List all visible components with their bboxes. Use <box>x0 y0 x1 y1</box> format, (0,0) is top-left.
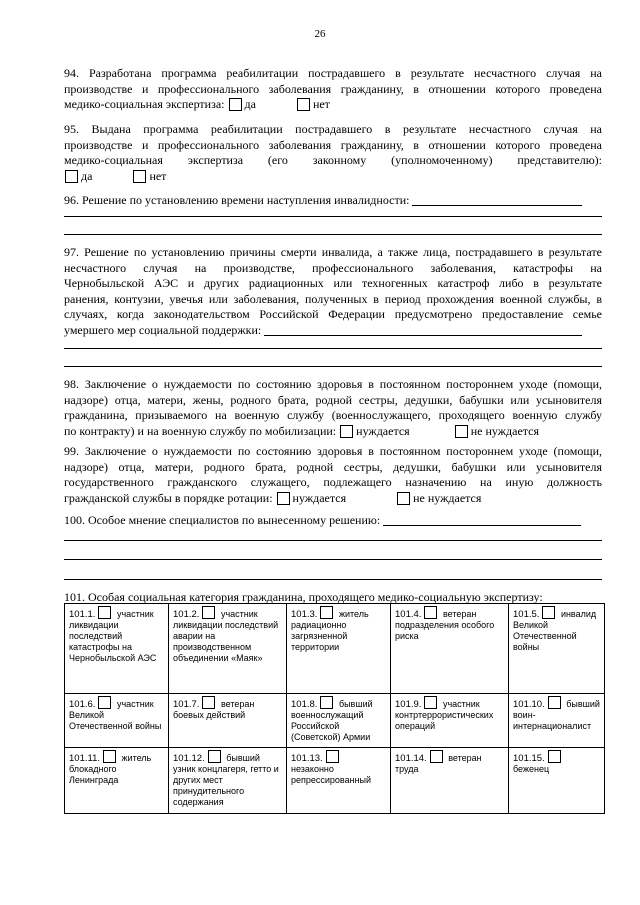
q98-line1: 98. Заключение о нуждаемости по состоянию здоровья в постоянном постороннем уходе (помощи, <box>64 377 602 391</box>
q94-yes-checkbox[interactable] <box>229 98 242 111</box>
q94-block <box>64 66 602 113</box>
q100-line3[interactable] <box>64 559 602 560</box>
q94-line1: 94. Разработана программа реабилитации пострадавшего в результате несчастного случая на <box>64 66 602 80</box>
q94-no-checkbox[interactable] <box>297 98 310 111</box>
category-label: бывший военнослужащий Российской (Советской) Армии <box>291 699 373 742</box>
category-row <box>65 694 605 748</box>
category-number: 101.9. <box>395 699 422 710</box>
category-checkbox[interactable] <box>548 750 561 763</box>
category-checkbox[interactable] <box>202 606 215 619</box>
category-label: бывший узник концлагеря, гетто и других мест принудительного содержания <box>173 753 279 807</box>
category-checkbox[interactable] <box>424 606 437 619</box>
category-cell <box>65 694 169 748</box>
q95-block <box>64 122 602 184</box>
q97-line6-row <box>64 323 602 339</box>
q98-line4-row <box>64 424 602 440</box>
q95-yes-checkbox[interactable] <box>65 170 78 183</box>
category-cell <box>169 604 287 694</box>
q94-no-label: нет <box>312 97 330 111</box>
category-label: незаконно репрессированный <box>291 764 372 785</box>
q96-line2[interactable] <box>64 216 602 217</box>
category-cell <box>169 748 287 814</box>
q96-line3[interactable] <box>64 234 602 235</box>
q96-input-line[interactable] <box>412 205 582 206</box>
category-cell <box>391 694 509 748</box>
q101-title: 101. Особая социальная категория гражданина, проходящего медико-социальную экспертизу: <box>64 590 543 604</box>
q98-not-needs-label: не нуждается <box>470 423 539 438</box>
category-label: ветеран труда <box>395 753 482 774</box>
category-number: 101.6. <box>69 699 96 710</box>
q95-line2: производстве и профессионального заболевания гражданину, в отношении которого проведена <box>64 137 602 152</box>
category-cell <box>169 694 287 748</box>
category-checkbox[interactable] <box>320 606 333 619</box>
q101-category-table <box>64 603 605 814</box>
category-label: инвалид Великой Отечественной войны <box>513 609 597 652</box>
category-cell <box>287 694 391 748</box>
q98-line3: гражданина, призываемого на военную службу (военнослужащего, проходящего военную службу <box>64 408 602 422</box>
category-number: 101.14. <box>395 753 427 764</box>
category-cell <box>287 748 391 814</box>
q97-line4: ранения, контузии, увечья или заболевания, полученных в период прохождения военной службы, в <box>64 291 602 306</box>
category-number: 101.10. <box>513 699 545 710</box>
category-cell <box>65 748 169 814</box>
category-checkbox[interactable] <box>548 696 561 709</box>
q99-needs-label: нуждается <box>292 490 347 505</box>
category-label: участник Великой Отечественной войны <box>69 699 162 731</box>
category-checkbox[interactable] <box>98 606 111 619</box>
category-checkbox[interactable] <box>326 750 339 763</box>
category-number: 101.8. <box>291 699 318 710</box>
q97-line-b[interactable] <box>64 348 602 349</box>
q95-no-checkbox[interactable] <box>133 170 146 183</box>
category-number: 101.15. <box>513 753 545 764</box>
q100-line4[interactable] <box>64 579 602 580</box>
q98-line4: по контракту) и на военную службу по мобилизации: <box>64 423 337 438</box>
q100-line2[interactable] <box>64 540 602 541</box>
q95-line3: медико-социальная экспертиза (его законному (уполномоченному) представителю): <box>64 153 602 167</box>
category-number: 101.2. <box>173 609 200 620</box>
category-label: беженец <box>513 764 550 774</box>
q98-not-needs-checkbox[interactable] <box>455 425 468 438</box>
category-label: бывший воин-интернационалист <box>513 699 600 731</box>
q96-label: 96. Решение по установлению времени наступления инвалидности: <box>64 193 410 207</box>
category-checkbox[interactable] <box>430 750 443 763</box>
category-checkbox[interactable] <box>208 750 221 763</box>
q97-block <box>64 245 602 338</box>
q99-line1: 99. Заключение о нуждаемости по состоянию здоровья в постоянном постороннем уходе (помощи, <box>64 444 602 458</box>
category-row <box>65 748 605 814</box>
q95-no-label: нет <box>149 168 167 183</box>
category-cell <box>65 604 169 694</box>
category-cell <box>509 694 605 748</box>
q94-yes-label: да <box>244 97 256 111</box>
q98-needs-label: нуждается <box>356 423 410 438</box>
category-checkbox[interactable] <box>424 696 437 709</box>
q97-line3: Чернобыльской АЭС и других радиационных или техногенных катастроф либо в результате <box>64 276 602 290</box>
category-checkbox[interactable] <box>320 696 333 709</box>
q99-line2: надзоре) отца, матери, родного брата, родной сестры, дедушки, бабушки или усыновителя <box>64 459 602 474</box>
q100-label: 100. Особое мнение специалистов по вынесенному решению: <box>64 513 381 527</box>
category-checkbox[interactable] <box>202 696 215 709</box>
category-number: 101.11. <box>69 753 100 764</box>
category-label: ветеран боевых действий <box>173 699 255 720</box>
q97-line2: несчастного случая на производстве, профессионального заболевания, катастрофы на <box>64 260 602 275</box>
category-label: участник ликвидации последствий аварии на производственном объединении «Маяк» <box>173 609 279 663</box>
q99-line3: государственного гражданского служащего, подлежащего назначению на иную должность <box>64 475 602 489</box>
category-row <box>65 604 605 694</box>
q100-block <box>64 513 602 529</box>
category-number: 101.5. <box>513 609 540 620</box>
category-cell <box>391 604 509 694</box>
category-label: житель радиационно загрязненной территории <box>291 609 369 652</box>
q97-line5: случаях, когда законодательством Российской Федерации предусмотрено предоставление семье <box>64 307 602 321</box>
q94-line3-row <box>64 97 602 113</box>
category-label: житель блокадного Ленинграда <box>69 753 152 785</box>
category-checkbox[interactable] <box>542 606 555 619</box>
q99-line4: гражданской службы в порядке ротации: <box>64 490 273 505</box>
q99-needs-checkbox[interactable] <box>277 492 290 505</box>
q100-input-line[interactable] <box>383 525 581 526</box>
q97-line-c[interactable] <box>64 366 602 367</box>
category-cell <box>509 604 605 694</box>
q99-line4-row <box>64 491 602 507</box>
category-label: участник ликвидации последствий катастрофы на Чернобыльской АЭС <box>69 609 157 663</box>
category-number: 101.7. <box>173 699 200 710</box>
category-number: 101.12. <box>173 753 205 764</box>
q98-needs-checkbox[interactable] <box>340 425 353 438</box>
q94-line3: медико-социальная экспертиза: <box>64 97 225 111</box>
category-label: участник контртеррористических операций <box>395 699 494 731</box>
q95-line1: 95. Выдана программа реабилитации пострадавшего в результате несчастного случая на <box>64 122 602 136</box>
q94-line2: производстве и профессионального заболевания гражданину, в отношении которого проведена <box>64 81 602 96</box>
q98-block <box>64 377 602 439</box>
category-number: 101.1. <box>69 609 96 620</box>
q96-block <box>64 193 602 209</box>
category-cell <box>287 604 391 694</box>
q99-not-needs-checkbox[interactable] <box>397 492 410 505</box>
category-cell <box>509 748 605 814</box>
q95-yes-label: да <box>81 168 93 183</box>
q95-options <box>64 169 602 185</box>
category-cell <box>391 748 509 814</box>
q97-line6: умершего мер социальной поддержки: <box>64 322 262 337</box>
category-checkbox[interactable] <box>103 750 116 763</box>
q98-line2: надзоре) отца, матери, жены, родного брата, родной сестры, дедушки, бабушки или усыновителя <box>64 392 602 407</box>
q97-line1: 97. Решение по установлению причины смерти инвалида, а также лица, пострадавшего в результате <box>64 245 602 259</box>
category-checkbox[interactable] <box>98 696 111 709</box>
category-number: 101.13. <box>291 753 323 764</box>
category-number: 101.3. <box>291 609 318 620</box>
q99-not-needs-label: не нуждается <box>413 490 482 505</box>
category-number: 101.4. <box>395 609 422 620</box>
q99-block <box>64 444 602 506</box>
q97-input-line[interactable] <box>264 335 582 336</box>
category-label: ветеран подразделения особого риска <box>395 609 495 641</box>
page-number: 26 <box>314 28 326 40</box>
